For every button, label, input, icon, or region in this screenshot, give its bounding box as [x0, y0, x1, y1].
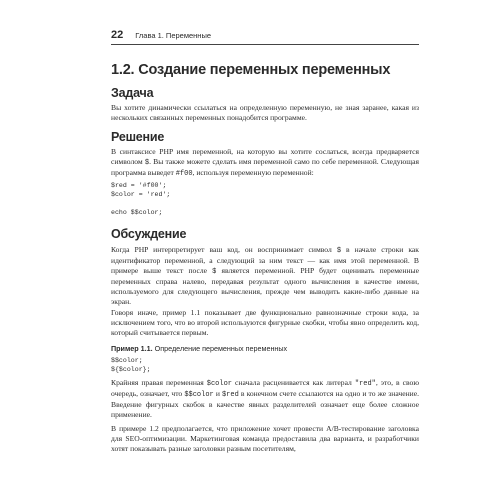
- discussion-paragraph-3: Крайняя правая переменная $color сначала расценивается как литерал "red", это, в свою очередь, означает, что $$color и $red в конечном счете ссылаются на одно и то же значение. Введение фигурных скобок в качестве явных разделителей означает еще более сложное применение.: [111, 378, 419, 419]
- example-title: Определение переменных переменных: [152, 344, 288, 353]
- running-title: Глава 1. Переменные: [135, 30, 212, 40]
- task-heading: Задача: [111, 86, 154, 100]
- page-header: [111, 28, 419, 45]
- inline-code: $: [144, 159, 150, 167]
- example-code-block: $$color; ${$color};: [111, 357, 151, 373]
- example-caption: [111, 344, 287, 353]
- discussion-heading: Обсуждение: [111, 227, 187, 241]
- discussion-paragraph-2: Говоря иначе, пример 1.1 показывает две функционально равнозначные строки кода, за исключением того, что во второй используются фигурные скобки, чтобы явно определить код, который считывается первым.: [111, 308, 419, 337]
- solution-heading: Решение: [111, 130, 165, 144]
- inline-code: $red: [221, 391, 239, 399]
- solution-code-block: $red = '#f00'; $color = 'red'; echo $$color;: [111, 182, 171, 216]
- inline-code: #f00: [175, 170, 193, 178]
- section-title: 1.2. Создание переменных переменных: [111, 62, 391, 78]
- task-paragraph: Вы хотите динамически ссылаться на определенную переменную, не зная заранее, какая из нескольких связанных переменных понадобится программе.: [111, 103, 419, 122]
- inline-code: "red": [354, 380, 376, 388]
- inline-code: $: [212, 268, 217, 276]
- page-number: 22: [111, 29, 124, 41]
- example-label: Пример 1.1.: [111, 344, 153, 353]
- solution-paragraph: В синтаксисе PHP имя переменной, на которую вы хотите сослаться, всегда предваряется символом $. Вы также можете сделать имя переменной само по себе переменной. Следующая программа выведет #f00, используя переменную переменной:: [111, 147, 419, 178]
- inline-code: $color: [206, 380, 232, 388]
- inline-code: $: [336, 247, 342, 255]
- inline-code: $$color: [184, 391, 214, 399]
- discussion-paragraph-1: Когда PHP интерпретирует ваш код, он воспринимает символ $ в начале строки как идентификатор переменной, а следующий за ним текст — как имя этой переменной. В примере выше текст после $ является переменной. PHP будет оценивать переменные переменных справа налево, передавая результат одного вычисления в качестве имени, используемого для следующего вычисления, прежде чем выводить какие-либо данные на экран.: [111, 245, 420, 306]
- discussion-paragraph-4: В примере 1.2 предполагается, что приложение хочет провести A/B-тестирование заголовка для SEO-оптимизации. Маркетинговая команда предоставила два варианта, и разработчики хотят показывать разные заголовки разным посетителям,: [111, 424, 419, 453]
